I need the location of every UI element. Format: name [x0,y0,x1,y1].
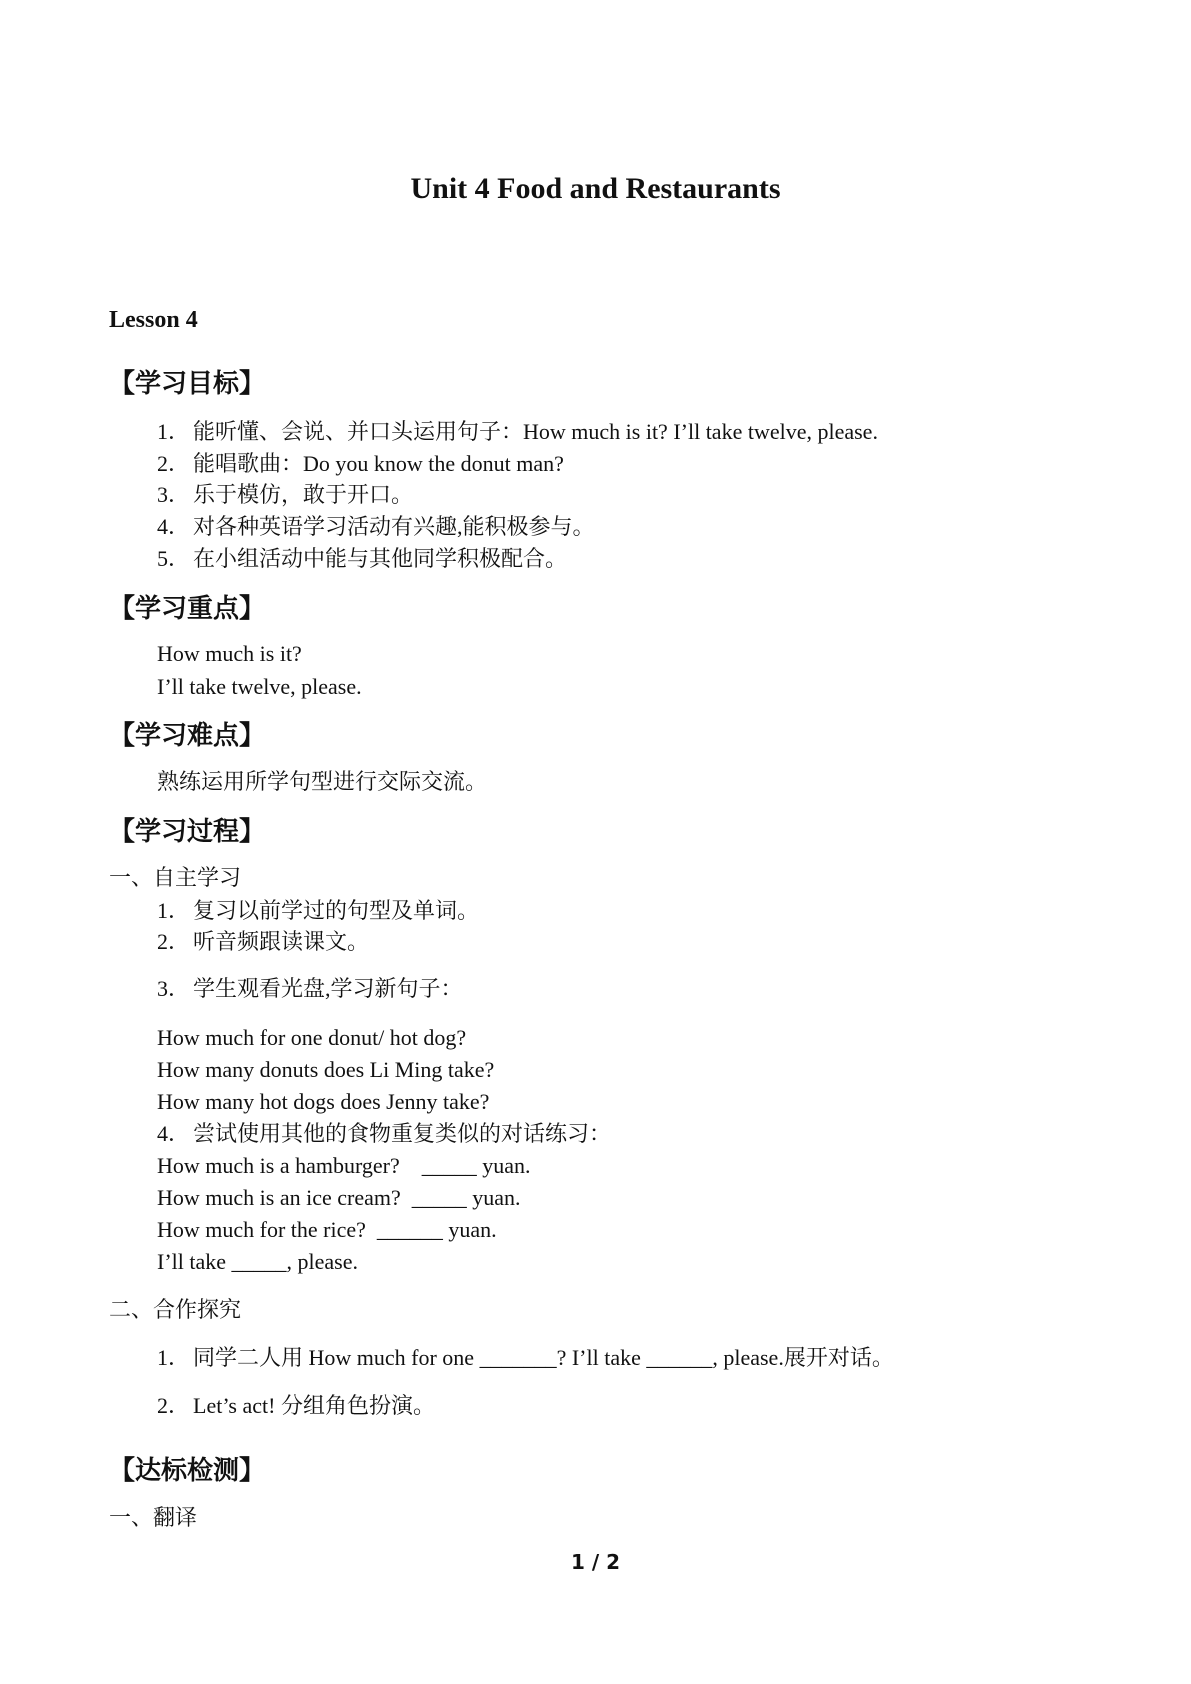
practice-line: How much for the rice? ______ yuan. [157,1217,497,1242]
text-line: 熟练运用所学句型进行交际交流。 [157,769,488,794]
item-text: 学生观看光盘,学习新句子： [193,976,463,1001]
item-text: 对各种英语学习活动有兴趣,能积极参与。 [193,514,595,539]
list-item [157,975,463,1003]
text-line: How many hot dogs does Jenny take? [157,1089,490,1114]
list-item [157,1392,435,1420]
item-text: 听音频跟读课文。 [193,929,370,954]
text-line: How much for one donut/ hot dog? [157,1025,467,1050]
list-item [157,1344,894,1372]
practice-line: I’ll take _____, please. [157,1249,358,1274]
subsection-title: 二、合作探究 [109,1297,242,1322]
list-item [157,1120,611,1148]
section-heading-key-points: 【学习重点】 [109,594,266,624]
text-line: How much is it? [157,641,302,666]
list-item [157,897,479,925]
section-heading-difficulties: 【学习难点】 [109,721,266,751]
list-item [157,481,413,509]
list-item [157,928,369,956]
item-number: 3． [157,976,191,1001]
item-text: 能唱歌曲：Do you know the donut man? [193,451,564,476]
section-heading-process: 【学习过程】 [109,817,266,847]
item-text: 尝试使用其他的食物重复类似的对话练习： [193,1121,612,1146]
item-number: 1． [157,898,191,923]
item-text: 乐于模仿，敢于开口。 [193,482,414,507]
item-text: 同学二人用 How much for one _______? I’ll take ______, please.展开对话。 [193,1345,894,1370]
list-item [157,545,567,573]
item-number: 4． [157,514,191,539]
subsection-title: 一、翻译 [109,1505,198,1530]
lesson-heading: Lesson 4 [109,307,198,333]
item-text: Let’s act! 分组角色扮演。 [193,1393,435,1418]
list-item [157,418,878,446]
practice-line: How much is a hamburger? _____ yuan. [157,1153,531,1178]
subsection-title: 一、自主学习 [109,865,242,890]
list-item [157,450,564,478]
item-number: 1． [157,1345,191,1370]
text-line: How many donuts does Li Ming take? [157,1057,495,1082]
practice-line: How much is an ice cream? _____ yuan. [157,1185,521,1210]
item-number: 5． [157,546,191,571]
text-line: I’ll take twelve, please. [157,674,362,699]
item-number: 2． [157,929,191,954]
page-number: 1 / 2 [570,1550,621,1574]
list-item [157,513,595,541]
item-number: 2． [157,451,191,476]
section-heading-goals: 【学习目标】 [109,369,266,399]
item-number: 4． [157,1121,191,1146]
document-title: Unit 4 Food and Restaurants [410,172,781,205]
item-text: 复习以前学过的句型及单词。 [193,898,480,923]
item-text: 能听懂、会说、并口头运用句子：How much is it? I’ll take twelve, please. [193,419,878,444]
item-number: 2． [157,1393,191,1418]
item-number: 3． [157,482,191,507]
item-text: 在小组活动中能与其他同学积极配合。 [193,546,568,571]
item-number: 1． [157,419,191,444]
section-heading-assessment: 【达标检测】 [109,1456,266,1486]
